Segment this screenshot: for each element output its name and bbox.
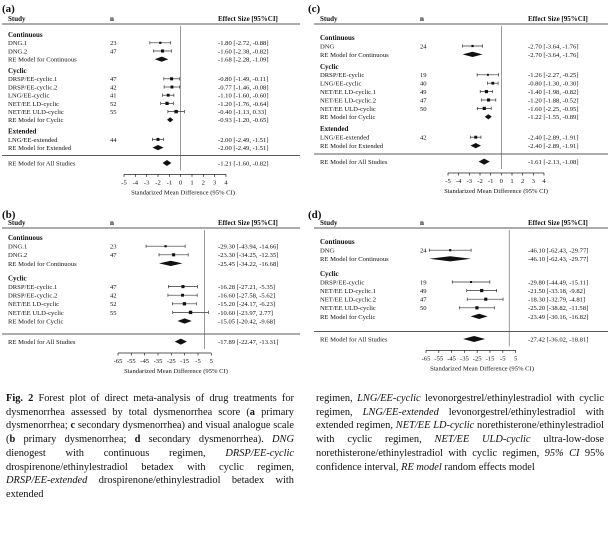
caption-abbreviation: LNG/EE-extended xyxy=(362,406,439,418)
overall-diamond xyxy=(479,159,490,165)
re-model-label: RE Model for Continuous xyxy=(320,51,389,59)
study-n: 42 xyxy=(420,134,427,142)
re-model-diamond xyxy=(485,114,492,119)
caption-abbreviation: DRSP/EE-extended xyxy=(6,475,88,487)
study-n: 44 xyxy=(110,136,117,144)
study-effect-text: -21.50 [-33.18, -9.82] xyxy=(528,288,586,295)
study-effect-text: -2.40 [-2.89, -1.91] xyxy=(528,134,579,142)
study-effect-text: -1.20 [-1.76, -0.64] xyxy=(218,100,269,108)
caption-text: primary dysmenorrhea; xyxy=(6,406,294,432)
study-n: 55 xyxy=(110,309,117,317)
study-point-estimate xyxy=(471,45,473,47)
overall-effect-text: -1.21 [-1.60, -0.82] xyxy=(218,160,269,168)
x-axis-title: Standarized Mean Difference (95% CI) xyxy=(131,189,235,197)
study-label: NET/EE ULD-cyclic xyxy=(8,309,64,317)
study-n: 19 xyxy=(420,279,427,287)
x-axis-tick-label: 3 xyxy=(531,178,535,185)
study-point-estimate xyxy=(165,102,168,105)
study-n: 40 xyxy=(420,80,427,88)
study-label: NET/EE LD-cyclic xyxy=(8,301,60,309)
study-label: NET/EE LD-cyclic xyxy=(8,100,60,108)
re-model-effect-text: -23.49 [-30.16, -16.82] xyxy=(528,313,589,321)
study-n: 52 xyxy=(110,100,117,108)
caption-text: secondary dysmenorrhea). xyxy=(140,434,273,446)
group-heading-extended: Extended xyxy=(8,127,37,136)
study-n: 47 xyxy=(420,97,427,105)
caption-abbreviation: 95% CI xyxy=(544,447,580,459)
x-axis-tick-label: -5 xyxy=(195,358,201,365)
caption-text: secondary dysmenorrhea) and visual analogue scale ( xyxy=(6,420,295,446)
x-axis-tick-label: -2 xyxy=(477,178,483,185)
overall-effect-text: -27.42 [-36.02, -18.81] xyxy=(528,336,589,344)
study-point-estimate xyxy=(487,74,489,76)
overall-diamond xyxy=(163,160,172,166)
re-model-effect-text: -2.40 [-2.89, -1.91] xyxy=(528,143,579,150)
caption-bold-text: b xyxy=(9,434,16,446)
column-header-n: n xyxy=(420,219,424,227)
study-label: DNG.1 xyxy=(8,243,28,251)
study-label: DNG.2 xyxy=(8,252,28,260)
re-model-diamond xyxy=(429,256,471,261)
study-n: 47 xyxy=(110,284,117,291)
caption-text: drospirenone/ethinylestradiol betadex with cyclic regimen, xyxy=(6,461,294,473)
caption-text: random effects model xyxy=(441,461,535,473)
caption-text: levonorgestrel/ethinylestradiol with cyclic regimen, xyxy=(316,393,605,418)
study-label: DRSP/EE-cyclic xyxy=(320,279,365,287)
study-label: DNG xyxy=(320,247,335,255)
re-model-diamond xyxy=(159,261,182,266)
x-axis-tick-label: -35 xyxy=(460,355,469,363)
study-effect-text: -46.10 [-62.43, -29.77] xyxy=(528,247,589,255)
study-effect-text: -16.60 [-27.58, -5.62] xyxy=(218,292,276,300)
study-n: 50 xyxy=(420,105,427,113)
overall-re-label: RE Model for All Studies xyxy=(320,336,388,344)
study-effect-text: -2.70 [-3.64, -1.76] xyxy=(528,43,579,51)
group-heading-cyclic: Cyclic xyxy=(8,274,27,283)
study-point-estimate xyxy=(189,311,192,314)
study-n: 49 xyxy=(420,89,427,96)
re-model-effect-text: -2.70 [-3.64, -1.76] xyxy=(528,51,579,59)
caption-text: 95% confidence interval, xyxy=(316,447,604,473)
study-label: NET/EE ULD-cyclic xyxy=(320,105,376,113)
re-model-diamond xyxy=(471,314,488,319)
column-header-study: Study xyxy=(320,219,338,227)
group-heading-continuous: Continuous xyxy=(8,234,43,242)
study-point-estimate xyxy=(475,306,478,309)
figure-caption-left xyxy=(6,392,294,502)
re-model-effect-text: -46.10 [-62.43, -29.77] xyxy=(528,256,589,264)
caption-paragraph xyxy=(6,392,294,502)
caption-bold-text: c xyxy=(70,420,76,432)
caption-text: Forest plot of direct meta-analysis of drug treatments for dysmenorrhea assessed by total dysmenorrhea score ( xyxy=(6,393,294,418)
figure-caption-right xyxy=(316,392,604,474)
column-header-n: n xyxy=(110,219,114,227)
caption-bold-text: a xyxy=(249,406,255,418)
study-point-estimate xyxy=(170,86,173,89)
study-effect-text: -29.80 [-44.49, -15.11] xyxy=(528,279,589,287)
study-point-estimate xyxy=(172,253,175,256)
column-header-n: n xyxy=(420,15,424,23)
study-n: 19 xyxy=(420,72,427,80)
re-model-label: RE Model for Continuous xyxy=(320,256,389,264)
column-header-effect-size: Effect Size [95%CI] xyxy=(528,219,588,227)
forest-plot-d-svg xyxy=(306,206,611,386)
x-axis-tick-label: 4 xyxy=(542,178,546,185)
caption-text: dienogest with continuous regimen, xyxy=(6,447,226,459)
study-point-estimate xyxy=(449,249,451,251)
forest-plot-d xyxy=(306,206,611,386)
caption-abbreviation: RE model xyxy=(401,461,442,473)
study-label: LNG/EE-cyclic xyxy=(8,92,50,100)
study-point-estimate xyxy=(167,94,170,97)
caption-text: norethisterone/ethinylestradiol with cyclic regimen, xyxy=(316,420,604,446)
x-axis-tick-label: -65 xyxy=(113,358,123,365)
overall-effect-text: -1.61 [-2.13, -1.08] xyxy=(528,159,579,166)
x-axis-tick-label: -25 xyxy=(472,355,482,363)
study-effect-text: -10.60 [-23.97, 2.77] xyxy=(218,309,273,317)
study-n: 52 xyxy=(110,301,117,309)
re-model-diamond xyxy=(471,143,481,148)
study-point-estimate xyxy=(159,42,161,44)
study-n: 42 xyxy=(110,292,117,300)
study-effect-text: -1.40 [-1.98, -0.82] xyxy=(528,89,579,96)
study-effect-text: -18.30 [-32.79, -4.81] xyxy=(528,296,586,304)
re-model-effect-text: -15.05 [-20.42, -9.68] xyxy=(218,318,276,326)
forest-plot-b-svg xyxy=(0,206,305,386)
x-axis-tick-label: 2 xyxy=(201,179,205,187)
group-heading-cyclic: Cyclic xyxy=(320,269,339,278)
study-effect-text: -15.20 [-24.17, -6.23] xyxy=(218,301,276,309)
study-label: NET/EE LD-cyclic.2 xyxy=(320,296,377,304)
study-effect-text: -1.80 [-2.72, -0.88] xyxy=(218,40,269,48)
study-point-estimate xyxy=(170,77,173,80)
re-model-label: RE Model for Continuous xyxy=(8,56,77,64)
re-model-diamond xyxy=(167,117,173,122)
study-n: 47 xyxy=(110,48,117,56)
caption-abbreviation: DRSP/EE-cyclic xyxy=(225,447,294,459)
caption-bold-text: d xyxy=(134,434,141,446)
panel-label-a: (a) xyxy=(2,3,15,15)
overall-effect-text: -17.89 [-22.47, -13.31] xyxy=(218,339,279,346)
re-model-label: RE Model for Cyclic xyxy=(8,117,64,125)
study-label: DRSP/EE-cyclic.2 xyxy=(8,292,58,300)
study-n: 49 xyxy=(420,288,427,295)
study-point-estimate xyxy=(470,281,472,283)
study-n: 23 xyxy=(110,243,117,251)
column-header-effect-size: Effect Size [95%CI] xyxy=(218,219,278,227)
study-label: NET/EE LD-cyclic.1 xyxy=(320,89,377,96)
x-axis-tick-label: -4 xyxy=(455,178,462,185)
re-model-diamond xyxy=(463,52,483,57)
study-point-estimate xyxy=(480,289,483,292)
column-header-study: Study xyxy=(320,15,338,23)
study-effect-text: -1.26 [-2.27, -0.25] xyxy=(528,72,579,80)
study-effect-text: -29.30 [-43.94, -14.66] xyxy=(218,243,279,251)
study-label: DNG xyxy=(320,43,335,51)
x-axis-title: Standarized Mean Difference (95% CI) xyxy=(430,365,534,373)
overall-diamond xyxy=(175,339,187,345)
study-label: LNG/EE-cyclic xyxy=(320,80,362,88)
study-effect-text: -0.40 [-1.13, 0.33] xyxy=(218,109,267,116)
study-n: 47 xyxy=(110,252,117,260)
group-heading-continuous: Continuous xyxy=(320,238,355,246)
re-model-effect-text: -2.00 [-2.49, -1.51] xyxy=(218,145,269,152)
study-effect-text: -1.60 [-2.25, -0.95] xyxy=(528,105,579,113)
x-axis-tick-label: -45 xyxy=(140,358,150,365)
study-label: NET/EE ULD-cyclic xyxy=(320,305,376,313)
re-model-diamond xyxy=(155,57,168,62)
caption-text: levonorgestrel/ethinylestradiol with extended regimen, xyxy=(316,406,604,432)
study-n: 47 xyxy=(110,76,117,84)
x-axis-tick-label: -15 xyxy=(485,355,495,363)
x-axis-title: Standarized Mean Difference (95% CI) xyxy=(124,368,228,375)
study-point-estimate xyxy=(181,285,184,288)
forest-plot-a-svg xyxy=(0,0,305,205)
study-point-estimate xyxy=(487,98,490,101)
forest-plot-c xyxy=(306,0,611,205)
caption-bold-text: Fig. 2 xyxy=(6,393,34,404)
panel-label-b: (b) xyxy=(2,209,16,221)
x-axis-tick-label: 0 xyxy=(499,178,503,185)
x-axis-tick-label: -45 xyxy=(447,355,456,363)
panel-label-c: (c) xyxy=(308,3,321,15)
x-axis-tick-label: -25 xyxy=(166,358,176,365)
x-axis-tick-label: 4 xyxy=(224,179,228,187)
study-effect-text: -1.60 [-2.38, -0.82] xyxy=(218,48,269,56)
caption-paragraph xyxy=(316,392,604,474)
study-label: NET/EE LD-cyclic.1 xyxy=(320,288,377,295)
re-model-diamond xyxy=(152,145,163,150)
x-axis-tick-label: -55 xyxy=(434,355,444,363)
study-label: DRSP/EE-cyclic.2 xyxy=(8,84,58,92)
group-heading-extended: Extended xyxy=(320,125,349,134)
study-effect-text: -0.80 [-1.30, -0.30] xyxy=(528,80,579,88)
x-axis-title: Standarized Mean Difference (95% CI) xyxy=(444,188,548,195)
x-axis-tick-label: -3 xyxy=(466,178,473,185)
x-axis-tick-label: -35 xyxy=(153,358,163,365)
study-label: NET/EE ULD-cyclic xyxy=(8,109,64,116)
x-axis-tick-label: 5 xyxy=(513,355,518,363)
study-n: 42 xyxy=(110,84,117,92)
re-model-effect-text: -0.93 [-1.20, -0.65] xyxy=(218,117,269,125)
study-effect-text: -0.80 [-1.49, -0.11] xyxy=(218,76,269,84)
re-model-label: RE Model for Cyclic xyxy=(320,313,376,321)
panel-label-d: (d) xyxy=(308,209,322,221)
x-axis-tick-label: -55 xyxy=(126,358,136,365)
re-model-effect-text: -1.22 [-1.55, -0.89] xyxy=(528,114,579,122)
x-axis-tick-label: -5 xyxy=(500,355,506,363)
study-effect-text: -1.10 [-1.60, -0.60] xyxy=(218,92,269,100)
study-effect-text: -1.20 [-1.88, -0.52] xyxy=(528,97,579,105)
re-model-effect-text: -25.45 [-34.22, -16.68] xyxy=(218,260,279,268)
overall-diamond xyxy=(463,336,485,342)
study-point-estimate xyxy=(161,49,164,52)
group-heading-cyclic: Cyclic xyxy=(8,67,27,75)
study-point-estimate xyxy=(174,110,177,113)
group-heading-cyclic: Cyclic xyxy=(320,62,339,71)
caption-text: drospirenone/ethinylestradiol betadex with extended xyxy=(6,475,294,500)
study-label: LNG/EE-extended xyxy=(320,134,370,142)
x-axis-tick-label: -5 xyxy=(445,178,451,185)
x-axis-tick-label: -4 xyxy=(132,179,139,187)
study-effect-text: -16.28 [-27.21, -5.35] xyxy=(218,284,276,291)
study-label: DRSP/EE-cyclic xyxy=(320,72,365,80)
x-axis-tick-label: 2 xyxy=(521,178,525,185)
forest-plot-b xyxy=(0,206,305,386)
study-point-estimate xyxy=(165,245,167,247)
group-heading-continuous: Continuous xyxy=(8,31,43,39)
study-n: 47 xyxy=(420,296,427,304)
re-model-effect-text: -1.68 [-2.28, -1.09] xyxy=(218,56,269,64)
x-axis-tick-label: -1 xyxy=(166,179,173,187)
study-label: DNG.2 xyxy=(8,48,28,56)
study-point-estimate xyxy=(484,298,487,301)
forest-plot-c-svg xyxy=(306,0,611,205)
x-axis-tick-label: -65 xyxy=(421,355,431,363)
caption-text: regimen, xyxy=(316,393,358,404)
study-effect-text: -2.00 [-2.49, -1.51] xyxy=(218,136,269,144)
study-n: 24 xyxy=(420,43,427,51)
x-axis-tick-label: -15 xyxy=(180,358,190,365)
study-point-estimate xyxy=(491,82,494,85)
forest-plot-a xyxy=(0,0,305,205)
x-axis-tick-label: 3 xyxy=(213,179,217,187)
study-label: NET/EE LD-cyclic.2 xyxy=(320,97,377,105)
re-model-label: RE Model for Extended xyxy=(8,145,72,152)
study-point-estimate xyxy=(474,136,477,139)
study-n: 24 xyxy=(420,247,427,255)
caption-abbreviation: NET/EE LD-cyclic xyxy=(395,420,475,432)
overall-re-label: RE Model for All Studies xyxy=(8,339,76,346)
overall-re-label: RE Model for All Studies xyxy=(320,159,388,166)
x-axis-tick-label: 0 xyxy=(179,179,183,187)
study-effect-text: -23.30 [-34.25, -12.35] xyxy=(218,252,279,260)
study-label: DNG.1 xyxy=(8,40,28,48)
x-axis-tick-label: -1 xyxy=(487,178,494,185)
group-heading-continuous: Continuous xyxy=(320,34,355,42)
column-header-study: Study xyxy=(8,15,26,23)
caption-abbreviation: NET/EE ULD-cyclic xyxy=(434,434,531,446)
study-label: DRSP/EE-cyclic.1 xyxy=(8,284,58,291)
study-label: LNG/EE-extended xyxy=(8,136,58,144)
study-n: 41 xyxy=(110,92,117,100)
re-model-label: RE Model for Extended xyxy=(320,143,384,150)
x-axis-tick-label: -3 xyxy=(143,179,150,187)
x-axis-tick-label: 1 xyxy=(510,178,514,185)
x-axis-tick-label: 1 xyxy=(190,179,194,187)
overall-re-label: RE Model for All Studies xyxy=(8,160,76,168)
caption-text: ultra-low-dose norethisterone/ethinylestradiol with cyclic regimen, xyxy=(316,434,604,459)
study-point-estimate xyxy=(485,90,488,93)
study-point-estimate xyxy=(183,302,186,305)
caption-text: primary dysmenorrhea; xyxy=(15,434,135,446)
column-header-study: Study xyxy=(8,219,26,227)
caption-abbreviation: DNG xyxy=(272,434,294,446)
study-effect-text: -25.20 [-38.82, -11.58] xyxy=(528,305,589,313)
caption-abbreviation: LNG/EE-cyclic xyxy=(357,393,421,404)
column-header-effect-size: Effect Size [95%CI] xyxy=(218,15,278,23)
study-n: 23 xyxy=(110,40,117,48)
x-axis-tick-label: 5 xyxy=(209,358,213,365)
re-model-label: RE Model for Cyclic xyxy=(8,318,64,326)
x-axis-tick-label: -2 xyxy=(155,179,161,187)
study-n: 55 xyxy=(110,109,117,116)
study-effect-text: -0.77 [-1.46, -0.08] xyxy=(218,84,269,92)
study-n: 50 xyxy=(420,305,427,313)
re-model-label: RE Model for Cyclic xyxy=(320,114,376,122)
study-label: DRSP/EE-cyclic.1 xyxy=(8,76,58,84)
study-point-estimate xyxy=(157,138,160,141)
re-model-diamond xyxy=(177,318,191,323)
column-header-effect-size: Effect Size [95%CI] xyxy=(528,15,588,23)
x-axis-tick-label: -5 xyxy=(121,179,127,187)
column-header-n: n xyxy=(110,15,114,23)
study-point-estimate xyxy=(181,294,184,297)
study-point-estimate xyxy=(483,107,486,110)
re-model-label: RE Model for Continuous xyxy=(8,260,77,268)
